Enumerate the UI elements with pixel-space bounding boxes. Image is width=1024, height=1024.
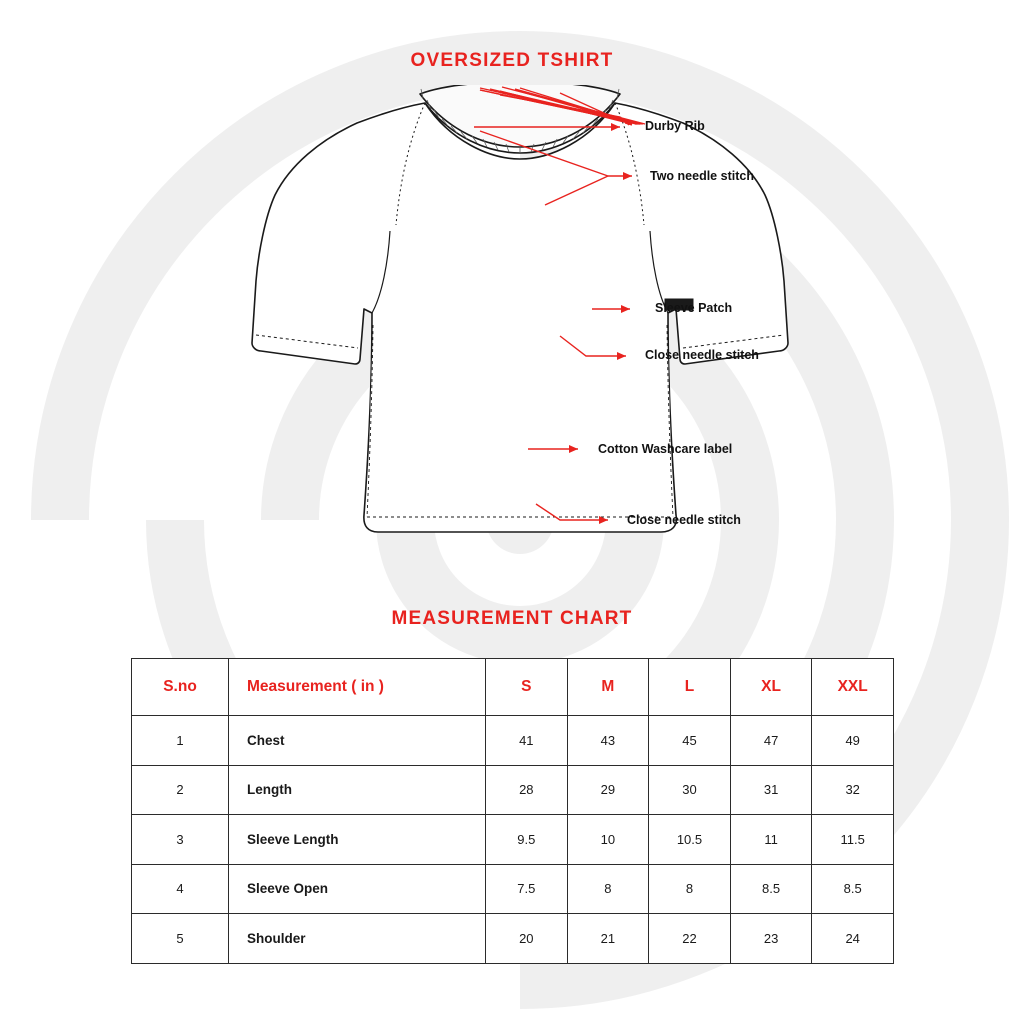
callout-two-needle-stitch: Two needle stitch	[650, 169, 754, 183]
measurement-chart-title: MEASUREMENT CHART	[391, 608, 633, 629]
cell-s: 7.5	[486, 864, 568, 914]
callout-durby-rib: Durby Rib	[645, 119, 705, 133]
table-row	[132, 914, 894, 964]
cell-sno: 4	[132, 864, 229, 914]
cell-m: 29	[567, 765, 649, 815]
cell-sno: 3	[132, 815, 229, 865]
page-title: OVERSIZED TSHIRT	[410, 50, 614, 71]
cell-measurement: Sleeve Length	[229, 815, 486, 865]
cell-s: 9.5	[486, 815, 568, 865]
cell-m: 21	[567, 914, 649, 964]
callout-sleeve-patch: Sleeve Patch	[655, 301, 733, 315]
table-row	[132, 716, 894, 766]
cell-sno: 2	[132, 765, 229, 815]
header-sno: S.no	[132, 659, 229, 716]
header-size-l: L	[649, 659, 731, 716]
cell-sno: 1	[132, 716, 229, 766]
header-size-s: S	[486, 659, 568, 716]
cell-s: 41	[486, 716, 568, 766]
table-row	[132, 815, 894, 865]
header-size-xl: XL	[730, 659, 812, 716]
table-row	[132, 765, 894, 815]
header-measurement: Measurement ( in )	[229, 659, 486, 716]
cell-l: 22	[649, 914, 731, 964]
table-row	[132, 864, 894, 914]
cell-sno: 5	[132, 914, 229, 964]
cell-xl: 8.5	[730, 864, 812, 914]
cell-measurement: Chest	[229, 716, 486, 766]
cell-xl: 11	[730, 815, 812, 865]
callout-close-needle-stitch-hem: Close needle stitch	[627, 513, 741, 527]
cell-xxl: 8.5	[812, 864, 894, 914]
cell-xxl: 49	[812, 716, 894, 766]
cell-l: 45	[649, 716, 731, 766]
cell-l: 8	[649, 864, 731, 914]
measurement-table-wrapper	[131, 658, 893, 964]
cell-m: 10	[567, 815, 649, 865]
callout-cotton-washcare-label: Cotton Washcare label	[598, 442, 733, 456]
cell-measurement: Sleeve Open	[229, 864, 486, 914]
cell-xl: 47	[730, 716, 812, 766]
cell-s: 28	[486, 765, 568, 815]
measurement-table	[131, 658, 894, 964]
callout-close-needle-stitch-sleeve: Close needle stitch	[645, 348, 759, 362]
tshirt-technical-drawing	[120, 85, 910, 565]
cell-m: 43	[567, 716, 649, 766]
header-size-xxl: XXL	[812, 659, 894, 716]
cell-s: 20	[486, 914, 568, 964]
cell-measurement: Length	[229, 765, 486, 815]
cell-xxl: 11.5	[812, 815, 894, 865]
cell-xxl: 32	[812, 765, 894, 815]
table-header-row	[132, 659, 894, 716]
cell-xxl: 24	[812, 914, 894, 964]
cell-l: 30	[649, 765, 731, 815]
cell-m: 8	[567, 864, 649, 914]
cell-measurement: Shoulder	[229, 914, 486, 964]
cell-xl: 31	[730, 765, 812, 815]
header-size-m: M	[567, 659, 649, 716]
cell-l: 10.5	[649, 815, 731, 865]
cell-xl: 23	[730, 914, 812, 964]
